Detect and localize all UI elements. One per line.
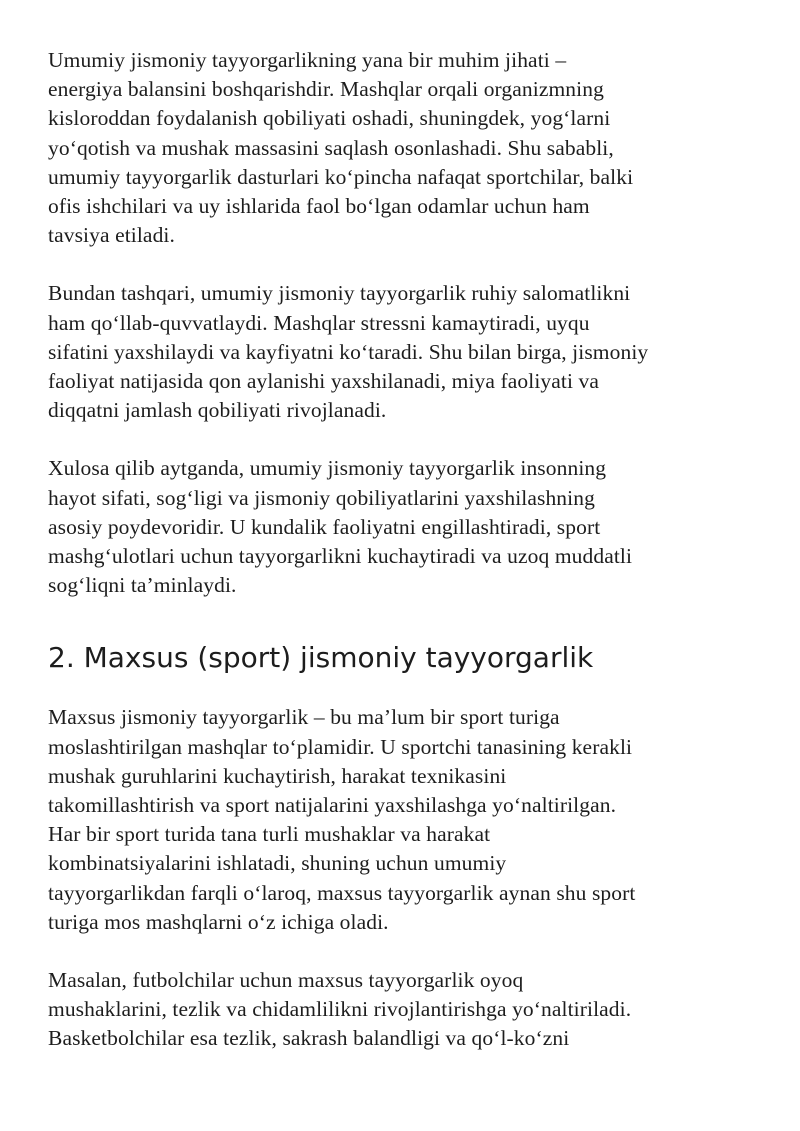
- text-line: tayyorgarlikdan farqli o‘laroq, maxsus tayyorgarlik aynan shu sport: [48, 880, 636, 905]
- paragraph-energy-balance: [48, 46, 760, 250]
- text-line: ham qo‘llab-quvvatlaydi. Mashqlar stressni kamaytiradi, uyqu: [48, 310, 590, 335]
- paragraph-examples: [48, 966, 760, 1054]
- text-line: umumiy tayyorgarlik dasturlari ko‘pincha nafaqat sportchilar, balki: [48, 164, 634, 189]
- text-line: sifatini yaxshilaydi va kayfiyatni ko‘taradi. Shu bilan birga, jismoniy: [48, 339, 649, 364]
- paragraph-conclusion: [48, 454, 760, 600]
- text-line: moslashtirilgan mashqlar to‘plamidir. U sportchi tanasining kerakli: [48, 734, 633, 759]
- text-line: mashg‘ulotlari uchun tayyorgarlikni kuchaytiradi va uzoq muddatli: [48, 544, 633, 569]
- section-special-fitness: [48, 640, 760, 1053]
- text-line: kisloroddan foydalanish qobiliyati oshadi, shuningdek, yog‘larni: [48, 106, 611, 131]
- paragraph-definition: [48, 703, 760, 937]
- text-line: Masalan, futbolchilar uchun maxsus tayyorgarlik oyoq: [48, 968, 524, 993]
- text-line: Umumiy jismoniy tayyorgarlikning yana bir muhim jihati –: [48, 48, 567, 72]
- text-line: tavsiya etiladi.: [48, 223, 175, 248]
- text-line: faoliyat natijasida qon aylanishi yaxshilanadi, miya faoliyati va: [48, 369, 600, 394]
- section-general-fitness: [48, 46, 760, 600]
- text-line: asosiy poydevoridir. U kundalik faoliyatni engillashtiradi, sport: [48, 514, 601, 539]
- text-line: ofis ishchilari va uy ishlarida faol bo‘lgan odamlar uchun ham: [48, 194, 590, 219]
- text-line: energiya balansini boshqarishdir. Mashqlar orqali organizmning: [48, 77, 604, 102]
- text-line: turiga mos mashqlarni o‘z ichiga oladi.: [48, 909, 389, 934]
- text-line: mushak guruhlarini kuchaytirish, harakat texnikasini: [48, 763, 507, 788]
- text-line: Basketbolchilar esa tezlik, sakrash balandligi va qo‘l-ko‘zni: [48, 1026, 570, 1051]
- text-line: hayot sifati, sog‘ligi va jismoniy qobiliyatlarini yaxshilashning: [48, 485, 595, 510]
- text-line: diqqatni jamlash qobiliyati rivojlanadi.: [48, 398, 387, 423]
- text-line: kombinatsiyalarini ishlatadi, shuning uchun umumiy: [48, 851, 507, 876]
- text-line: Har bir sport turida tana turli mushaklar va harakat: [48, 822, 491, 847]
- text-line: yo‘qotish va mushak massasini saqlash osonlashadi. Shu sababli,: [48, 135, 614, 160]
- paragraph-mental-health: [48, 279, 760, 425]
- text-line: Maxsus jismoniy tayyorgarlik – bu ma’lum bir sport turiga: [48, 705, 560, 730]
- text-line: Xulosa qilib aytganda, umumiy jismoniy tayyorgarlik insonning: [48, 456, 607, 481]
- section-heading: 2. Maxsus (sport) jismoniy tayyorgarlik: [48, 641, 594, 675]
- text-line: Bundan tashqari, umumiy jismoniy tayyorgarlik ruhiy salomatlikni: [48, 281, 631, 306]
- text-line: mushaklarini, tezlik va chidamlilikni rivojlantirishga yo‘naltiriladi.: [48, 997, 632, 1022]
- document-page: [48, 46, 760, 1054]
- text-line: takomillashtirish va sport natijalarini yaxshilashga yo‘naltirilgan.: [48, 793, 617, 818]
- text-line: sog‘liqni ta’minlaydi.: [48, 573, 237, 598]
